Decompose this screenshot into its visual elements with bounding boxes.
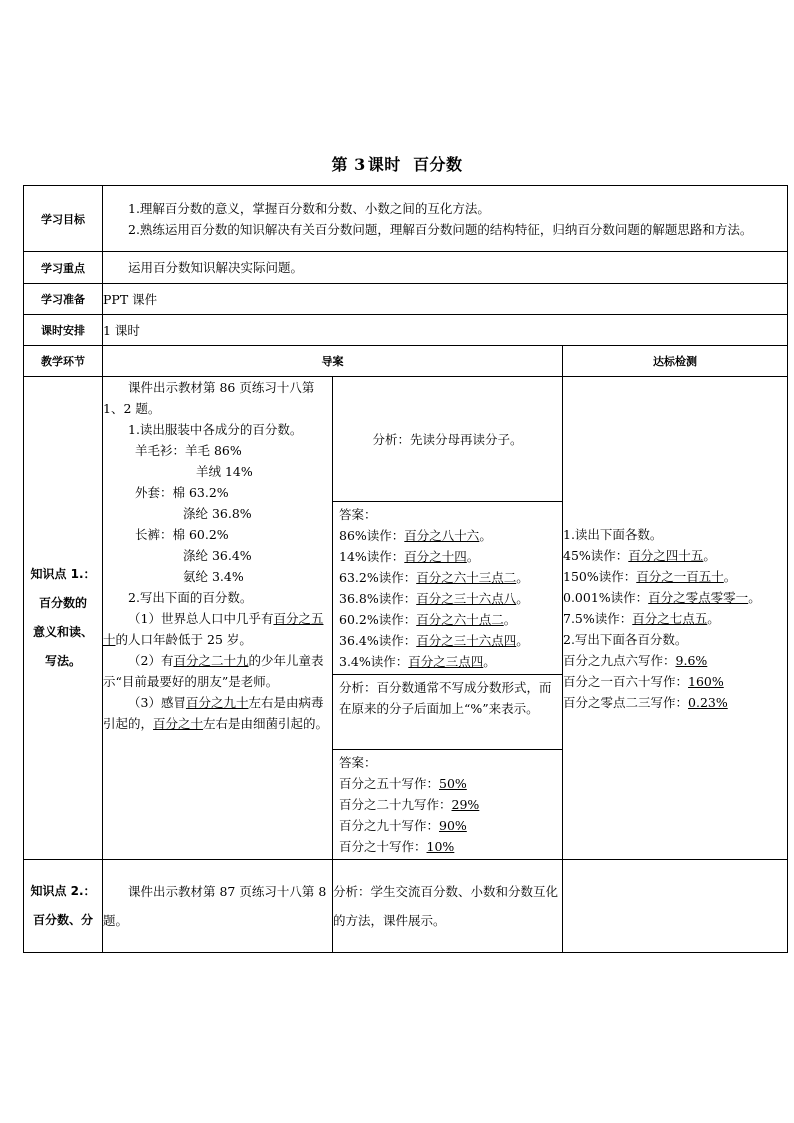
read-end: 。 xyxy=(466,549,480,564)
k2-check xyxy=(563,860,788,953)
check-question-2: 2.写出下面各百分数。 xyxy=(563,631,688,647)
k1-label-line-4: 写法。 xyxy=(44,654,81,668)
s3-text-b: 左右是由病毒引起的， xyxy=(103,695,324,731)
read-prompt: 36.8%读作： xyxy=(339,591,417,606)
read-line xyxy=(339,651,556,672)
row-knowledge-1 xyxy=(24,377,788,860)
read-end: 。 xyxy=(479,528,492,543)
goal-content xyxy=(103,186,788,252)
answer-label: 答案： xyxy=(339,507,377,522)
check-write-line xyxy=(563,692,787,713)
header-stage: 教学环节 xyxy=(24,346,103,377)
s2-text-a: （2）有 xyxy=(128,653,174,668)
read-prompt: 3.4%读作： xyxy=(339,654,409,669)
title-suffix: 课时 xyxy=(367,155,401,174)
k1-pants-cotton: 长裤：棉 60.2% xyxy=(135,527,229,542)
k1-question-1: 1.读出服装中各成分的百分数。 xyxy=(128,422,303,437)
read-prompt: 60.2%读作： xyxy=(339,612,417,627)
s1-text-b: 的人口年龄低于 25 岁。 xyxy=(115,632,252,647)
check-write-answer: 160% xyxy=(688,673,724,689)
read-answer: 百分之十四 xyxy=(404,549,467,564)
read-end: 。 xyxy=(483,654,496,669)
goal-line-2: 2.熟练运用百分数的知识解决有关百分数问题，理解百分数问题的结构特征，归纳百分数问题的解题思路和方法。 xyxy=(128,221,753,237)
check-read-answer: 百分之四十五 xyxy=(628,547,704,563)
read-prompt: 14%读作： xyxy=(339,549,405,564)
read-answer: 百分之六十三点二 xyxy=(416,570,517,585)
k1-sentence-1 xyxy=(103,608,332,650)
k1-coat-polyester: 涤纶 36.8% xyxy=(183,506,252,521)
check-read-line xyxy=(563,608,787,629)
k1-answer-reads xyxy=(333,502,562,675)
k1-analysis-column xyxy=(333,377,563,860)
prep-content: PPT 课件 xyxy=(103,284,788,315)
check-read-prompt: 150%读作： xyxy=(563,568,637,584)
s3-underlined: 百分之九十 xyxy=(185,695,249,710)
read-line xyxy=(339,630,556,651)
k1-answer-writes xyxy=(333,750,562,860)
check-write-answer: 0.23% xyxy=(688,694,728,710)
write-line xyxy=(339,815,556,836)
k1-sentence-3 xyxy=(103,692,332,734)
k1-intro: 课件出示教材第 86 页练习十八第 1、2 题。 xyxy=(103,380,315,416)
check-read-answer: 百分之一百五十 xyxy=(636,568,724,584)
check-reads-list xyxy=(563,545,787,629)
header-check: 达标检测 xyxy=(563,346,788,377)
row-focus xyxy=(24,252,788,284)
s3-text-c: 左右是由细菌引起的。 xyxy=(203,716,329,731)
k1-guide xyxy=(103,377,333,860)
write-prompt: 百分之五十写作： xyxy=(339,776,440,791)
k1-coat-cotton: 外套：棉 63.2% xyxy=(135,485,229,500)
check-write-answer: 9.6% xyxy=(675,652,708,668)
k1-analysis-1: 分析：先读分母再读分子。 xyxy=(333,377,562,502)
read-answer: 百分之三点四 xyxy=(408,654,484,669)
k1-pants-polyester: 涤纶 36.4% xyxy=(183,548,252,563)
check-write-prompt: 百分之一百六十写作： xyxy=(563,673,689,689)
check-read-end: 。 xyxy=(703,547,716,563)
k2-analysis: 分析：学生交流百分数、小数和分数互化的方法，课件展示。 xyxy=(333,860,563,953)
k1-sweater-wool: 羊毛衫：羊毛 86% xyxy=(135,443,242,458)
k1-sweater-cashmere: 羊绒 14% xyxy=(196,464,253,479)
read-answer: 百分之八十六 xyxy=(404,528,480,543)
check-read-line xyxy=(563,545,787,566)
write-prompt: 百分之九十写作： xyxy=(339,818,440,833)
goal-line-1: 1.理解百分数的意义，掌握百分数和分数、小数之间的互化方法。 xyxy=(128,200,490,216)
write-line xyxy=(339,794,556,815)
read-line xyxy=(339,525,556,546)
write-prompt: 百分之二十九写作： xyxy=(339,797,452,812)
check-write-prompt: 百分之零点二三写作： xyxy=(563,694,689,710)
prep-label: 学习准备 xyxy=(24,284,103,315)
write-line xyxy=(339,836,556,857)
s2-text-b: 的少年儿童表示“目前最要好的朋友”是老师。 xyxy=(103,653,324,689)
lesson-plan-table xyxy=(23,185,788,953)
title-lesson-number: 3 xyxy=(354,155,366,174)
row-goal xyxy=(24,186,788,252)
read-prompt: 86%读作： xyxy=(339,528,405,543)
focus-content: 运用百分数知识解决实际问题。 xyxy=(103,252,788,284)
check-read-end: 。 xyxy=(723,568,737,584)
k1-label-line-2: 百分数的 xyxy=(38,596,87,610)
check-read-end: 。 xyxy=(707,610,720,626)
read-answer: 百分之三十六点四 xyxy=(416,633,517,648)
read-end: 。 xyxy=(516,633,529,648)
row-prep xyxy=(24,284,788,315)
read-line xyxy=(339,588,556,609)
write-answer: 90% xyxy=(439,818,467,833)
check-writes-list xyxy=(563,650,787,713)
k1-label-line-3: 意义和读、 xyxy=(32,625,93,639)
check-read-line xyxy=(563,566,787,587)
read-answer: 百分之六十点二 xyxy=(416,612,504,627)
check-read-answer: 百分之零点零零一 xyxy=(648,589,749,605)
writes-list xyxy=(339,773,556,857)
k1-analysis-2: 分析：百分数通常不写成分数形式，而在原来的分子后面加上“%”来表示。 xyxy=(333,675,562,750)
k2-label-line-2: 百分数、分 xyxy=(32,913,93,927)
write-answer: 29% xyxy=(451,797,480,812)
write-answer: 50% xyxy=(439,776,467,791)
read-prompt: 63.2%读作： xyxy=(339,570,417,585)
check-write-line xyxy=(563,671,787,692)
read-end: 。 xyxy=(503,612,517,627)
k2-intro: 课件出示教材第 87 页练习十八第 8 题。 xyxy=(103,884,327,928)
s2-underlined: 百分之二十九 xyxy=(173,653,249,668)
header-guide: 导案 xyxy=(103,346,563,377)
row-time xyxy=(24,315,788,346)
read-line xyxy=(339,609,556,630)
read-prompt: 36.4%读作： xyxy=(339,633,417,648)
s3-underlined-2: 百分之十 xyxy=(153,716,204,731)
read-line xyxy=(339,546,556,567)
s3-text-a: （3）感冒 xyxy=(128,695,186,710)
s1-text-a: （1）世界总人口中几乎有 xyxy=(128,611,274,626)
check-read-prompt: 0.001%读作： xyxy=(563,589,649,605)
check-read-answer: 百分之七点五 xyxy=(632,610,708,626)
k1-question-2: 2.写出下面的百分数。 xyxy=(128,590,253,605)
k1-check xyxy=(563,377,788,860)
write-prompt: 百分之十写作： xyxy=(339,839,427,854)
read-answer: 百分之三十六点八 xyxy=(416,591,517,606)
check-read-prompt: 7.5%读作： xyxy=(563,610,633,626)
answer-label-2: 答案： xyxy=(339,755,377,770)
k1-pants-spandex: 氨纶 3.4% xyxy=(183,569,244,584)
k1-label xyxy=(24,377,103,860)
page-title xyxy=(0,152,794,175)
row-knowledge-2 xyxy=(24,860,788,953)
read-line xyxy=(339,567,556,588)
k2-label-line-1: 知识点 2.： xyxy=(30,884,96,898)
title-prefix: 第 xyxy=(331,155,349,174)
read-end: 。 xyxy=(516,570,529,585)
focus-label: 学习重点 xyxy=(24,252,103,284)
title-topic: 百分数 xyxy=(412,155,463,174)
time-label: 课时安排 xyxy=(24,315,103,346)
k2-guide xyxy=(103,860,333,953)
k2-label xyxy=(24,860,103,953)
row-header xyxy=(24,346,788,377)
check-read-line xyxy=(563,587,787,608)
goal-label: 学习目标 xyxy=(24,186,103,252)
write-answer: 10% xyxy=(426,839,455,854)
reads-list xyxy=(339,525,556,672)
check-write-prompt: 百分之九点六写作： xyxy=(563,652,676,668)
s1-underlined: 百分之五十 xyxy=(103,611,324,647)
check-question-1: 1.读出下面各数。 xyxy=(563,526,663,542)
write-line xyxy=(339,773,556,794)
k1-sentence-2 xyxy=(103,650,332,692)
time-content: 1 课时 xyxy=(103,315,788,346)
k1-label-line-1: 知识点 1.： xyxy=(30,567,96,581)
check-write-line xyxy=(563,650,787,671)
read-end: 。 xyxy=(516,591,529,606)
check-read-prompt: 45%读作： xyxy=(563,547,629,563)
check-read-end: 。 xyxy=(748,589,761,605)
